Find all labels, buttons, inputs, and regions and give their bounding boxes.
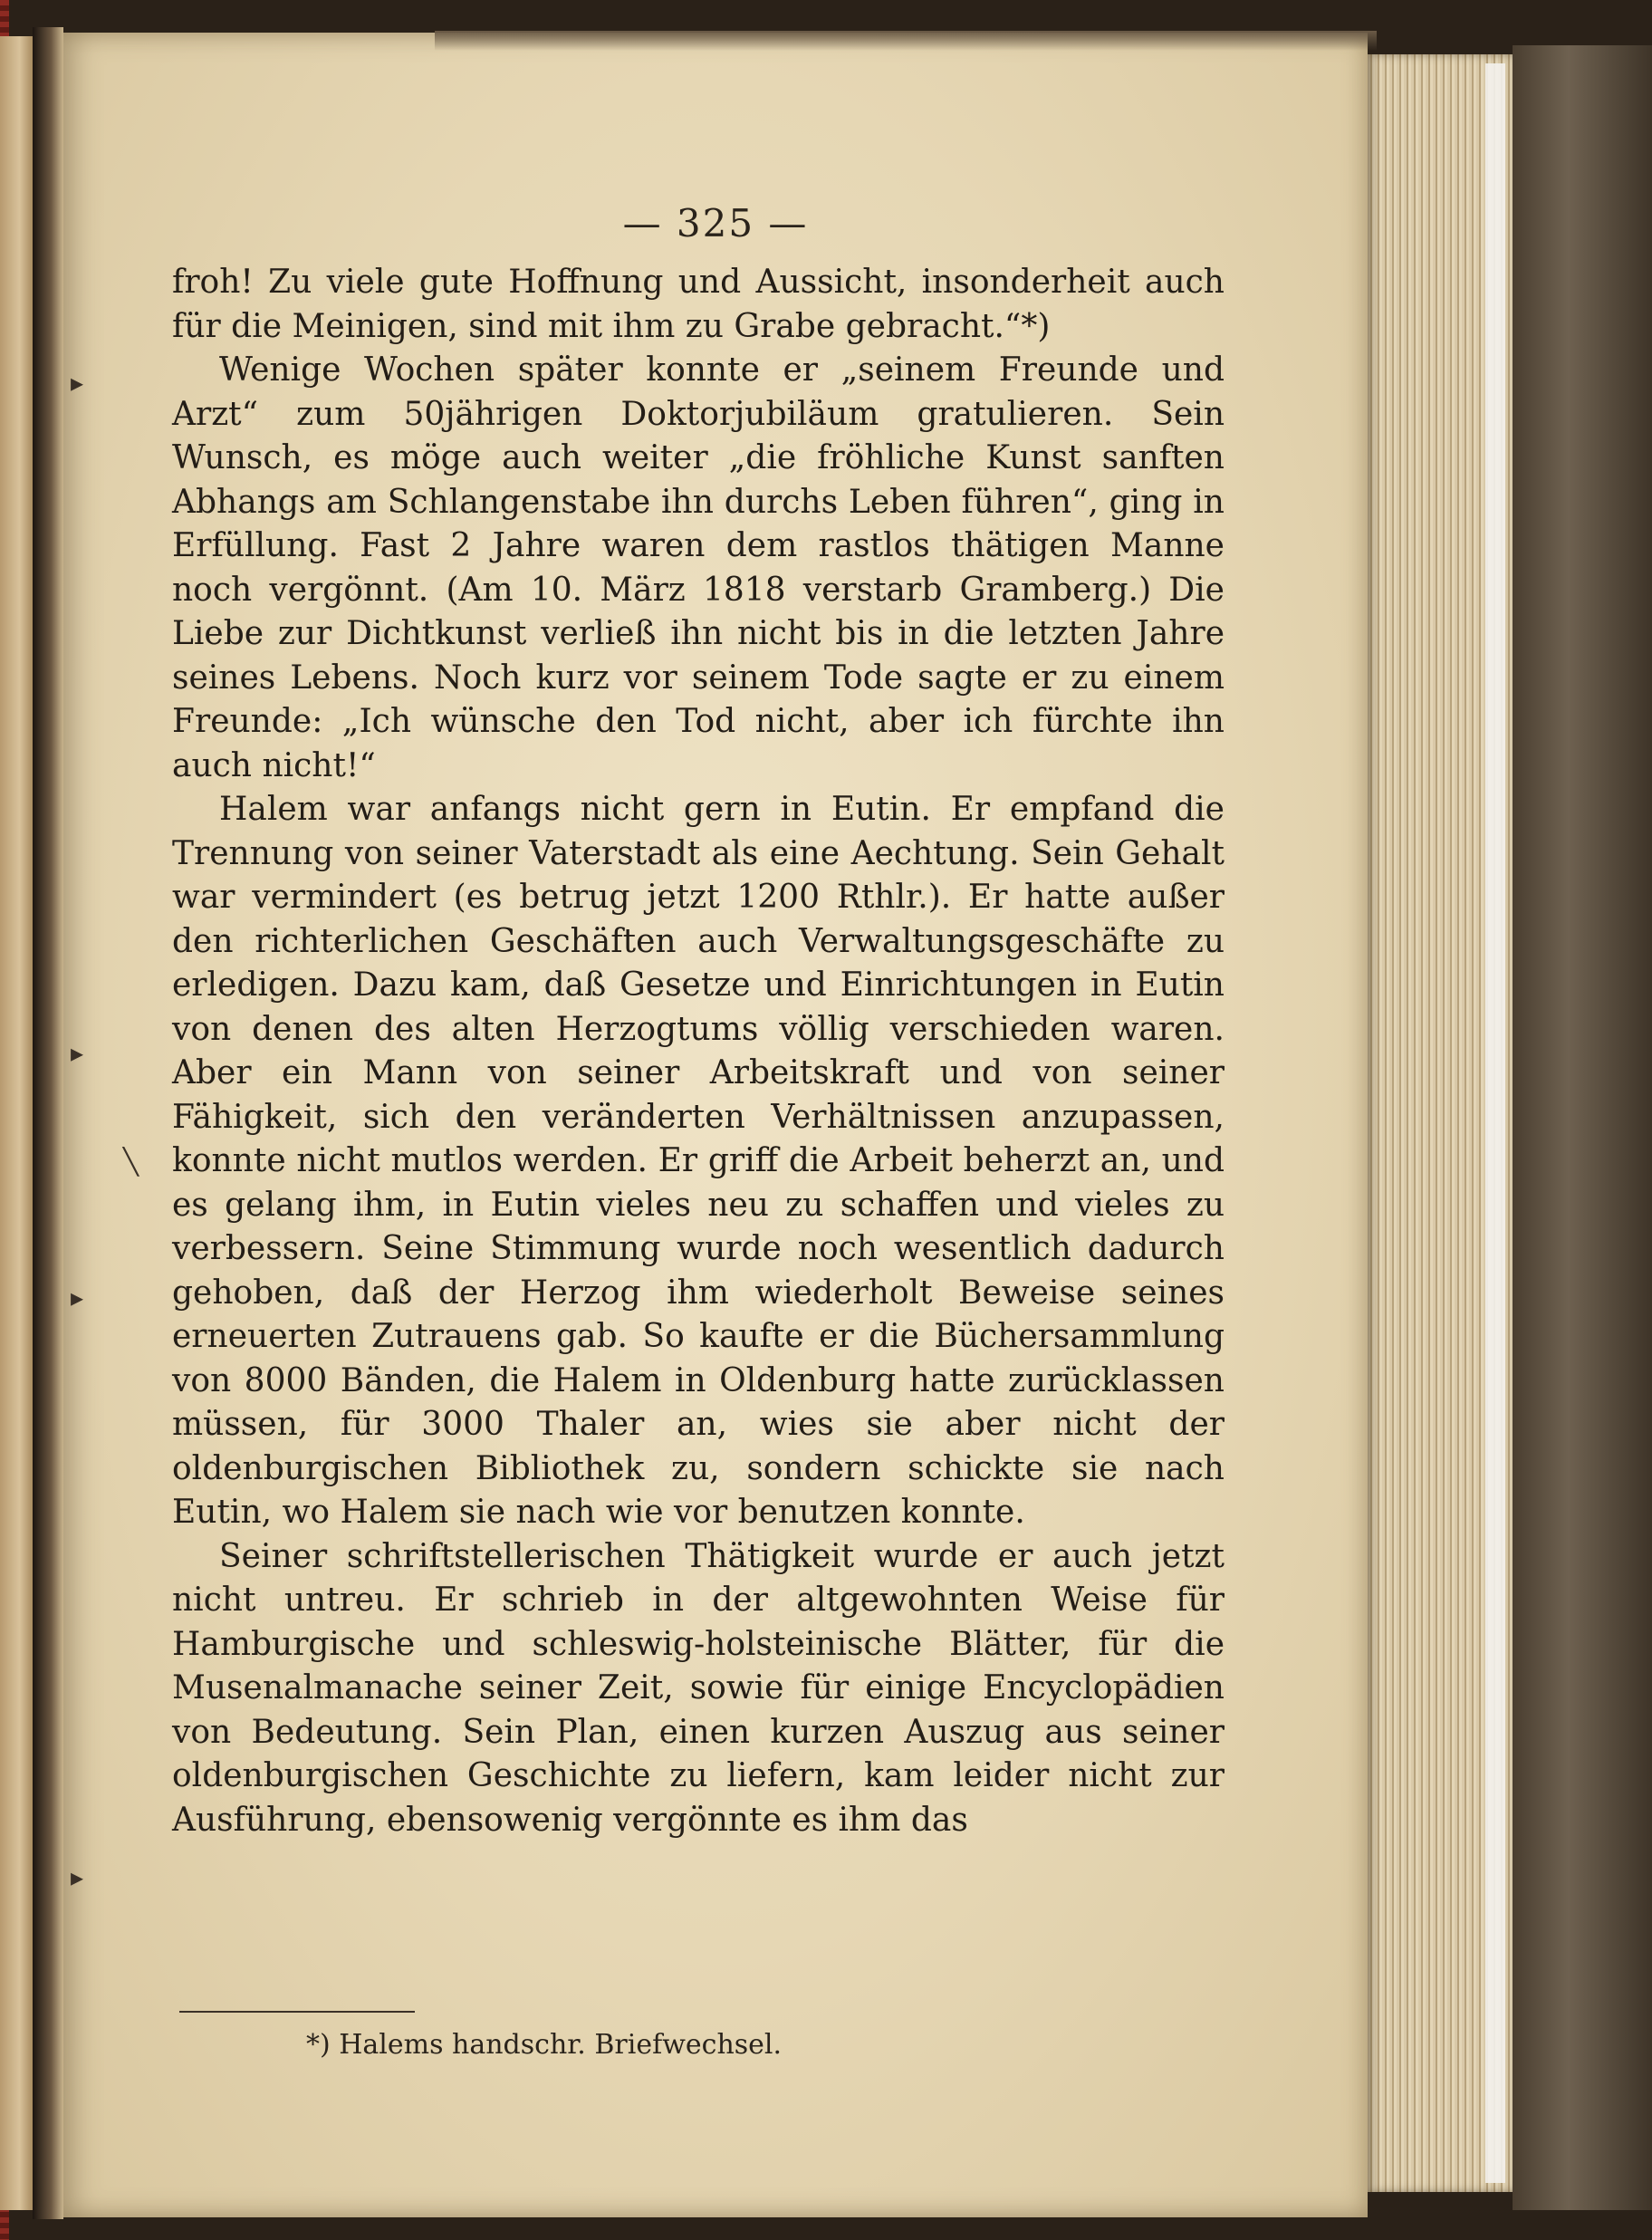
paragraph-1: froh! Zu viele gute Hoffnung und Aussicht, insonderheit auch für die Meinigen, sind mit ihm zu Grabe gebracht.“*) bbox=[172, 264, 1225, 345]
book-gutter bbox=[33, 27, 63, 2219]
paragraph-3: Halem war anfangs nicht gern in Eutin. Er empfand die Trennung von seiner Vaterstadt als eine Aechtung. Sein Gehalt war vermindert (es betrug jetzt 1200 Rthlr.). Er hatte außer den richterlichen Geschäften auch Verwaltungsgeschäfte zu erledigen. Dazu kam, daß Gesetze und Einrichtungen in Eutin von denen des alten Herzogtums völlig verschieden waren. Aber ein Mann von seiner Arbeitskraft und von seiner Fähigkeit, sich den veränderten Verhältnissen anzupassen, konnte nicht mutlos werden. Er griff die Arbeit beherzt an, und es gelang ihm, in Eutin vieles neu zu schaffen und vieles zu verbessern. Seine Stimmung wurde noch wesentlich dadurch gehoben, daß der Herzog ihm wiederholt Beweise seines erneuerten Zutrauens gab. So kaufte er die Büchersammlung von 8000 Bänden, die Halem in Oldenburg hatte zurücklassen müssen, für 3000 Thaler an, wies sie aber nicht der oldenburgischen Bibliothek zu, sondern schickte sie nach Eutin, wo Halem sie nach wie vor benutzen konnte. bbox=[172, 791, 1225, 1531]
paragraph-2: Wenige Wochen später konnte er „seinem Freunde und Arzt“ zum 50jährigen Doktorjubiläum gratulieren. Sein Wunsch, es möge auch weiter „die fröhliche Kunst sanften Abhangs am Schlangenstabe ihn durchs Leben führen“, ging in Erfüllung. Fast 2 Jahre waren dem rastlos thätigen Manne noch vergönnt. (Am 10. März 1818 verstarb Gramberg.) Die Liebe zur Dichtkunst verließ ihn nicht bis in die letzten Jahre seines Lebens. Noch kurz vor seinem Tode sagte er zu einem Freunde: „Ich wünsche den Tod nicht, aber ich fürchte ihn auch nicht!“ bbox=[172, 351, 1225, 784]
facing-page-edge bbox=[0, 36, 35, 2210]
book-cover-right bbox=[1513, 45, 1652, 2210]
margin-tick-mark: ▸ bbox=[71, 368, 84, 398]
footnote: *) Halems handschr. Briefwechsel. bbox=[306, 2029, 783, 2061]
book-page bbox=[63, 33, 1368, 2217]
page-number: — 325 — bbox=[622, 201, 809, 245]
flyleaf-edge bbox=[1485, 63, 1505, 2183]
margin-tick-mark: ▸ bbox=[71, 1038, 84, 1068]
margin-tick-mark: ▸ bbox=[71, 1283, 84, 1312]
page-top-shadow bbox=[435, 31, 1377, 51]
margin-tick-mark: ╲ bbox=[123, 1147, 139, 1177]
margin-tick-mark: ▸ bbox=[71, 1862, 84, 1892]
page-body bbox=[172, 261, 1225, 1842]
paragraph-4: Seiner schriftstellerischen Thätigkeit wurde er auch jetzt nicht untreu. Er schrieb in der altgewohnten Weise für Hamburgische und schleswig-holsteinische Blätter, für die Musenalmanache seiner Zeit, sowie für einige Encyclopädien von Bedeutung. Sein Plan, einen kurzen Auszug aus seiner oldenburgischen Geschichte zu liefern, kam leider nicht zur Ausführung, ebensowenig vergönnte es ihm das bbox=[172, 1537, 1225, 1839]
footnote-divider bbox=[179, 2011, 415, 2013]
